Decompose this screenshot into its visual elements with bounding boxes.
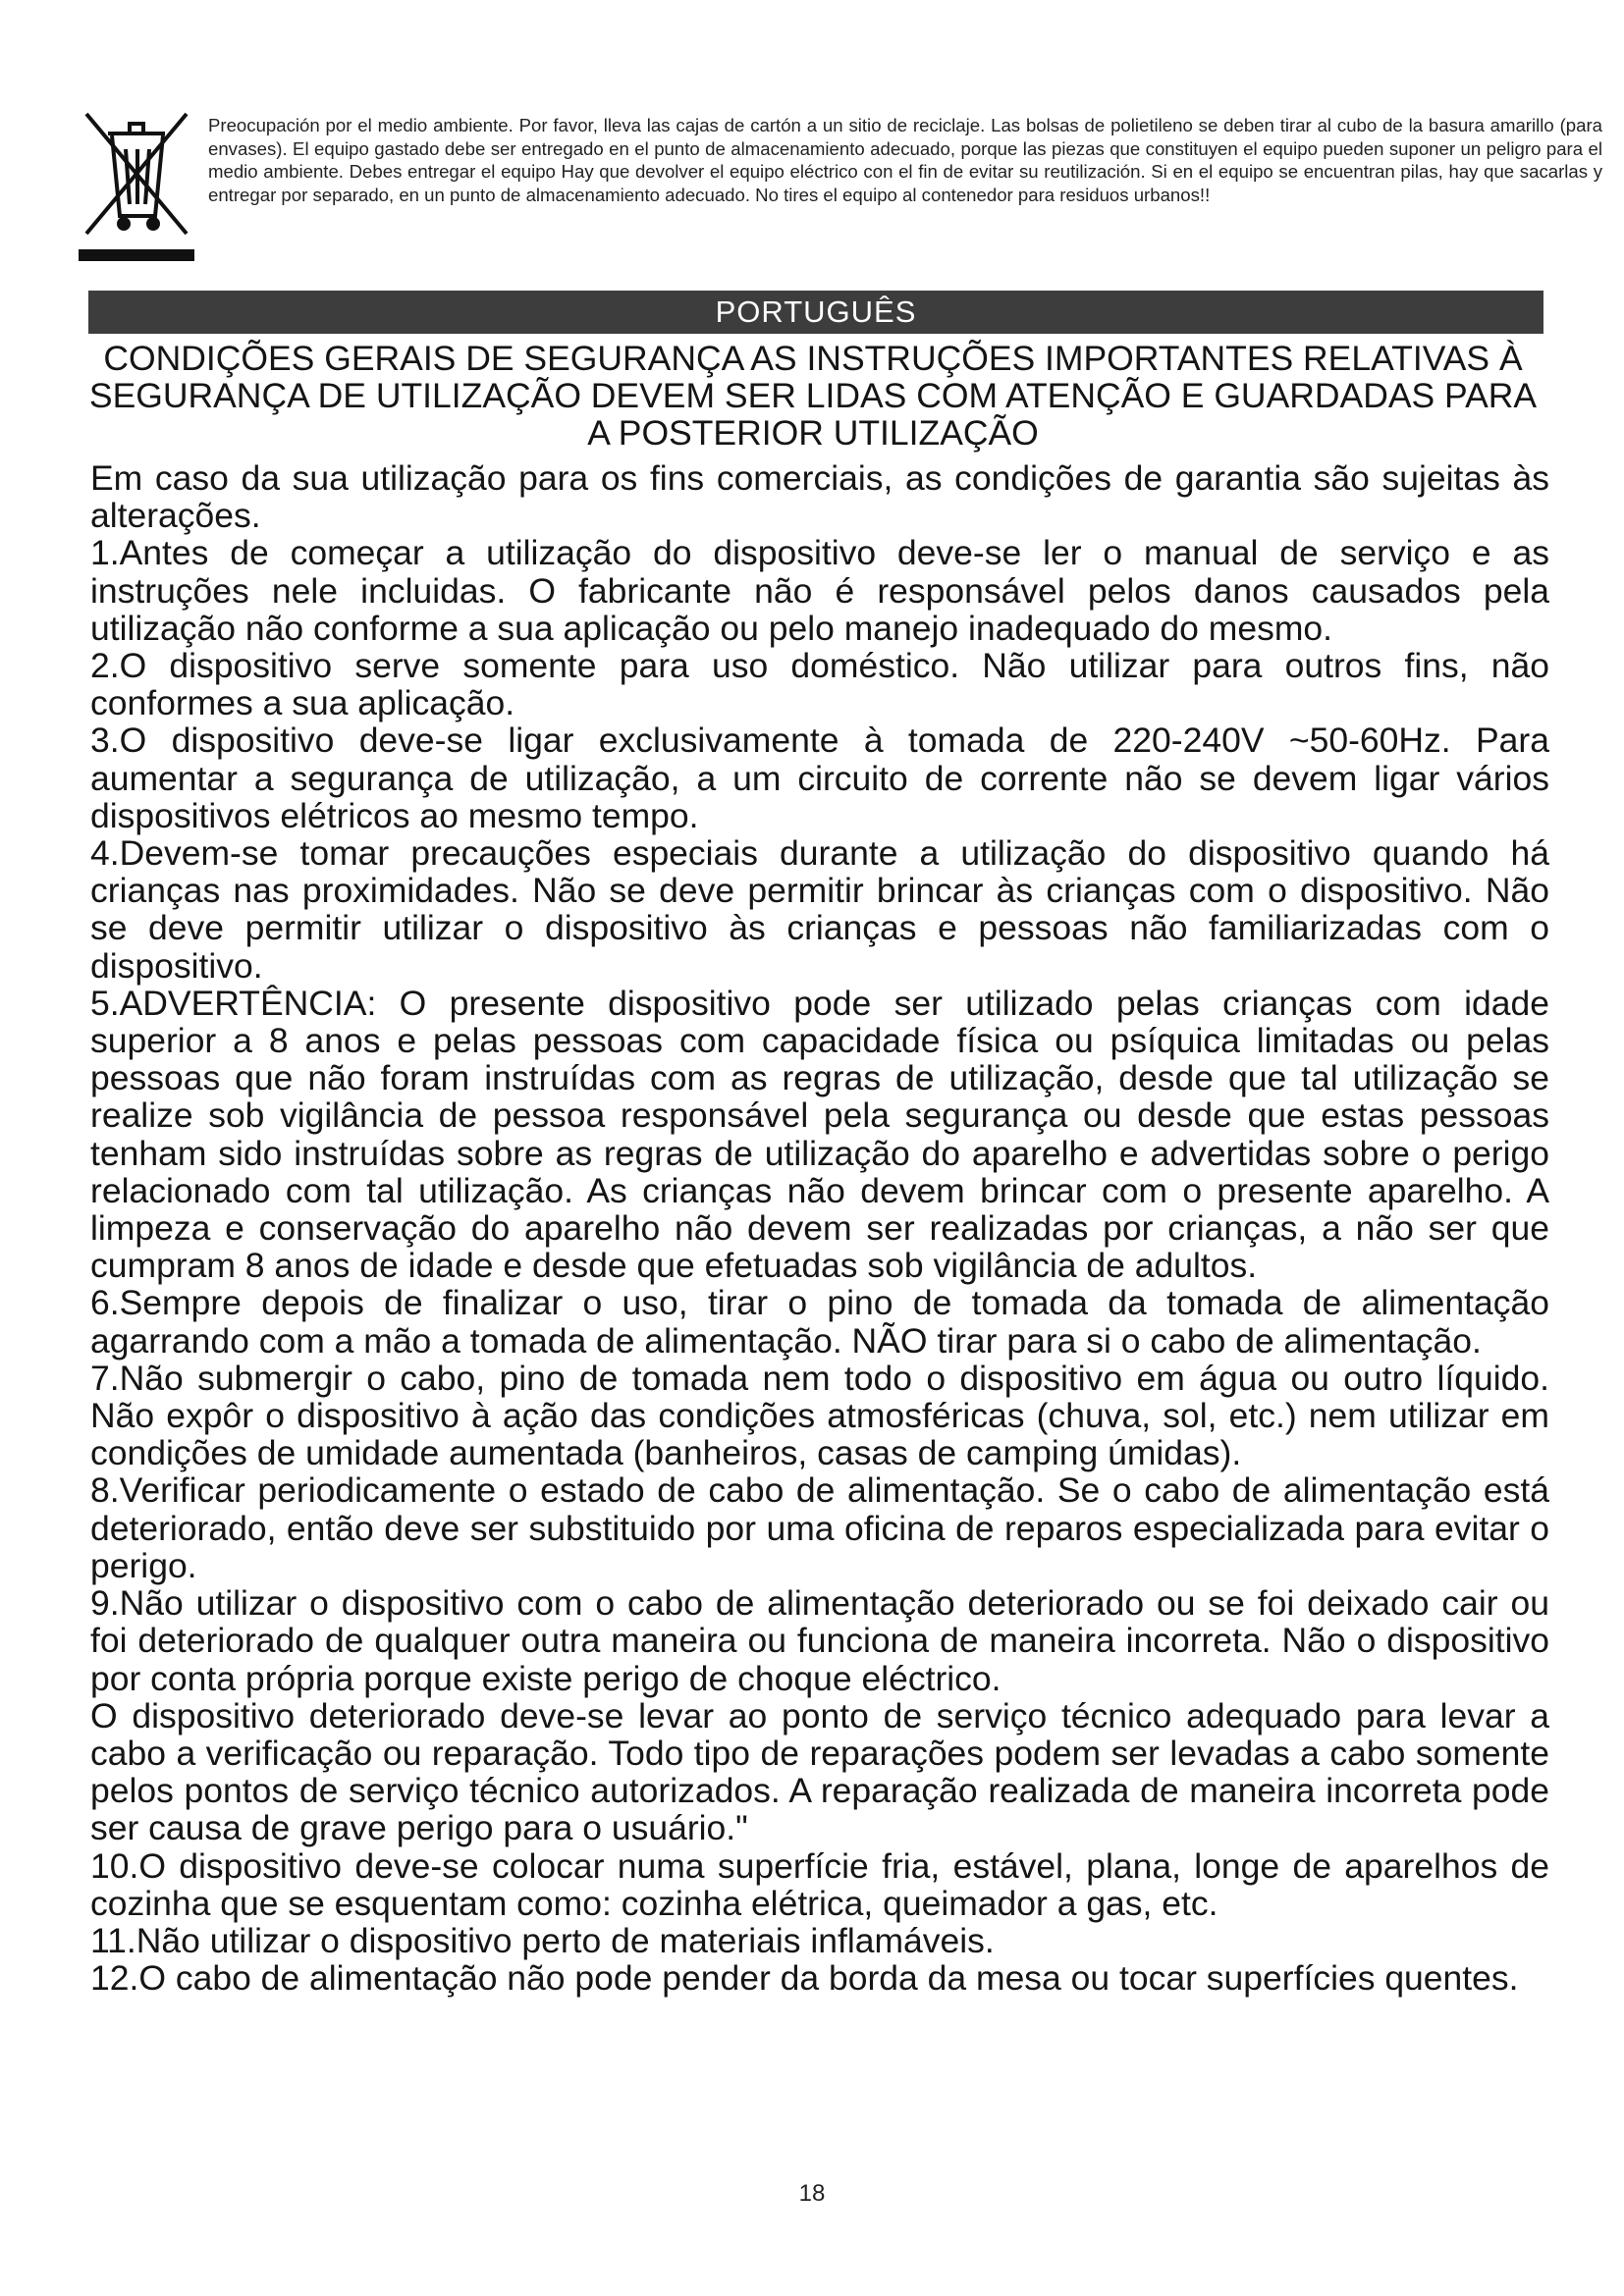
- instruction-item-11: 11.Não utilizar o dispositivo perto de materiais inflamáveis.: [90, 1920, 995, 1960]
- page-number: 18: [798, 2180, 826, 2207]
- instruction-item-1: 1.Antes de começar a utilização do dispositivo deve-se ler o manual de serviço e as instruções nele incluidas. O fabricante não é responsável pelos danos causados pela utilização não conforme a sua aplicação ou pelo manejo inadequado do mesmo.: [90, 533, 1549, 648]
- environment-notice: [79, 106, 1602, 263]
- instruction-item-12: 12.O cabo de alimentação não pode pender da borda da mesa ou tocar superfícies quentes.: [90, 1958, 1519, 1999]
- instructions-body: [90, 459, 1549, 1997]
- instruction-item-4: 4.Devem-se tomar precauções especiais durante a utilização do dispositivo quando há crianças nas proximidades. Não se deve permitir brincar às crianças com o dispositivo. Não se deve permitir utilizar o dispositivo às crianças e pessoas não familiarizadas com o dispositivo.: [90, 833, 1549, 986]
- page-title: CONDIÇÕES GERAIS DE SEGURANÇA AS INSTRUÇÕES IMPORTANTES RELATIVAS À SEGURANÇA DE UTILIZAÇÃO DEVEM SER LIDAS COM ATENÇÃO E GUARDADAS PARA A POSTERIOR UTILIZAÇÃO: [88, 339, 1538, 453]
- intro-paragraph: Em caso da sua utilização para os fins comerciais, as condições de garantia são sujeitas às alterações.: [90, 458, 1549, 536]
- instruction-item-3: 3.O dispositivo deve-se ligar exclusivamente à tomada de 220-240V ~50-60Hz. Para aumentar a segurança de utilização, a um circuito de corrente não se devem ligar vários dispositivos elétricos ao mesmo tempo.: [90, 721, 1549, 835]
- instruction-item-10: 10.O dispositivo deve-se colocar numa superfície fria, estável, plana, longe de aparelhos de cozinha que se esquentam como: cozinha elétrica, queimador a gas, etc.: [90, 1845, 1549, 1923]
- instruction-item-9-continued: O dispositivo deteriorado deve-se levar ao ponto de serviço técnico adequado para levar a cabo a verificação ou reparação. Todo tipo de reparações podem ser levadas a cabo somente pelos pontos de serviço técnico autorizados. A reparação realizada de maneira incorreta pode ser causa de grave perigo para o usuário.": [90, 1695, 1549, 1848]
- instruction-item-5: 5.ADVERTÊNCIA: O presente dispositivo pode ser utilizado pelas crianças com idade superior a 8 anos e pelas pessoas com capacidade física ou psíquica limitadas ou pelas pessoas que não foram instruídas com as regras de utilização, desde que tal utilização se realize sob vigilância de pessoa responsável pela segurança ou desde que estas pessoas tenham sido instruídas sobre as regras de utilização do aparelho e advertidas sobre o perigo relacionado com tal utilização. As crianças não devem brincar com o presente aparelho. A limpeza e conservação do aparelho não devem ser realizadas por crianças, a não ser que cumpram 8 anos de idade e desde que efetuadas sob vigilância de adultos.: [90, 983, 1549, 1286]
- instruction-item-6: 6.Sempre depois de finalizar o uso, tirar o pino de tomada da tomada de alimentação agarrando com a mão a tomada de alimentação. NÃO tirar para si o cabo de alimentação.: [90, 1283, 1549, 1361]
- instruction-item-2: 2.O dispositivo serve somente para uso doméstico. Não utilizar para outros fins, não conformes a sua aplicação.: [90, 646, 1549, 723]
- instruction-item-9: 9.Não utilizar o dispositivo com o cabo de alimentação deteriorado ou se foi deixado cair ou foi deteriorado de qualquer outra maneira ou funciona de maneira incorreta. Não o dispositivo por conta própria porque existe perigo de choque eléctrico.: [90, 1583, 1549, 1698]
- environment-text: Preocupación por el medio ambiente. Por favor, lleva las cajas de cartón a un sitio de reciclaje. Las bolsas de polietileno se deben tirar al cubo de la basura amarillo (para envases). El equipo gastado debe ser entregado en el punto de almacenamiento adecuado, porque las piezas que constituyen el equipo pueden suponer un peligro para el medio ambiente. Debes entregar el equipo Hay que devolver el equipo eléctrico con el fin de evitar su reutilización. Si en el equipo se encuentran pilas, hay que sacarlas y entregar por separado, en un punto de almacenamiento adecuado. No tires el equipo al contenedor para residuos urbanos!!: [208, 115, 1602, 205]
- crossed-out-wheelie-bin-icon: [79, 106, 194, 263]
- instruction-item-8: 8.Verificar periodicamente o estado de cabo de alimentação. Se o cabo de alimentação está deteriorado, então deve ser substituido por uma oficina de reparos especializada para evitar o perigo.: [90, 1470, 1549, 1585]
- language-header: PORTUGUÊS: [88, 291, 1543, 334]
- instruction-item-7: 7.Não submergir o cabo, pino de tomada nem todo o dispositivo em água ou outro líquido. Não expôr o dispositivo à ação das condições atmosféricas (chuva, sol, etc.) nem utilizar em condições de umidade aumentada (banheiros, casas de camping úmidas).: [90, 1358, 1549, 1473]
